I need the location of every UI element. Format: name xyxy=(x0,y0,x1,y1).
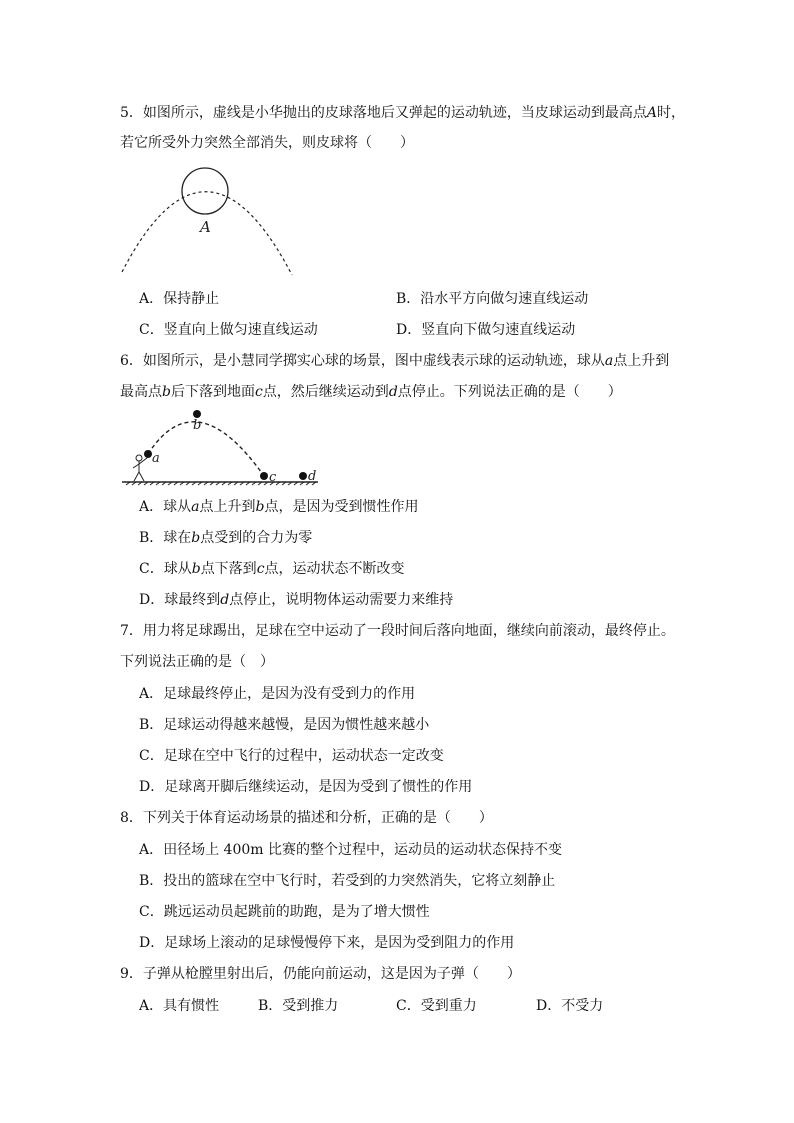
question-7-stem-line1: 7．用力将足球踢出，足球在空中运动了一段时间后落向地面，继续向前滚动，最终停止。 xyxy=(120,623,675,639)
q6-option-d[interactable]: D．球最终到d点停止，说明物体运动需要力来维持 xyxy=(139,592,454,608)
q8-option-b[interactable]: B．投出的篮球在空中飞行时，若受到的力突然消失，它将立刻静止 xyxy=(139,873,556,889)
q9-option-d[interactable]: D．不受力 xyxy=(536,998,604,1014)
q7-option-c[interactable]: C．足球在空中飞行的过程中，运动状态一定改变 xyxy=(139,748,444,764)
thrower-figure xyxy=(133,455,147,481)
ball-trajectory-figure xyxy=(110,160,310,280)
q8-option-d[interactable]: D．足球场上滚动的足球慢慢停下来，是因为受到阻力的作用 xyxy=(139,935,515,951)
q5-option-d[interactable]: D．竖直向下做匀速直线运动 xyxy=(396,322,576,338)
q5-option-a[interactable]: A．保持静止 xyxy=(139,291,220,307)
question-5-stem-line2: 若它所受外力突然全部消失，则皮球将（ ） xyxy=(120,135,414,151)
q8-option-c[interactable]: C．跳远运动员起跳前的助跑，是为了增大惯性 xyxy=(139,904,430,920)
q7-option-d[interactable]: D．足球离开脚后继续运动，是因为受到了惯性的作用 xyxy=(139,779,473,795)
q6-option-b[interactable]: B．球在b点受到的合力为零 xyxy=(139,530,313,546)
q6-option-c[interactable]: C．球从b点下落到c点，运动状态不断改变 xyxy=(139,561,405,577)
q7-option-a[interactable]: A．足球最终停止，是因为没有受到力的作用 xyxy=(139,686,416,702)
q9-option-c[interactable]: C．受到重力 xyxy=(396,998,477,1014)
point-d-label: d xyxy=(308,469,317,484)
q9-option-b[interactable]: B．受到推力 xyxy=(258,998,339,1014)
q9-option-a[interactable]: A．具有惯性 xyxy=(139,998,220,1014)
point-c-label: c xyxy=(269,470,277,485)
question-5-stem-line1: 5．如图所示，虚线是小华抛出的皮球落地后又弹起的运动轨迹，当皮球运动到最高点A时， xyxy=(120,105,686,121)
q7-option-b[interactable]: B．足球运动得越来越慢，是因为惯性越来越小 xyxy=(139,717,430,733)
question-6-stem-line1: 6．如图所示，是小慧同学掷实心球的场景，图中虚线表示球的运动轨迹，球从a点上升到 xyxy=(120,353,670,369)
shot-put-figure xyxy=(118,406,328,486)
question-7-stem-line2: 下列说法正确的是（ ） xyxy=(120,654,274,670)
q8-option-a[interactable]: A．田径场上 400m 比赛的整个过程中，运动员的运动状态保持不变 xyxy=(139,842,563,858)
question-9-stem: 9．子弹从枪膛里射出后，仍能向前运动，这是因为子弹（ ） xyxy=(120,966,521,982)
q5-option-b[interactable]: B．沿水平方向做匀速直线运动 xyxy=(396,291,589,307)
q6-option-a[interactable]: A．球从a点上升到b点，是因为受到惯性作用 xyxy=(139,499,419,515)
question-8-stem: 8．下列关于体育运动场景的描述和分析，正确的是（ ） xyxy=(120,810,493,826)
q5-option-c[interactable]: C．竖直向上做匀速直线运动 xyxy=(139,322,318,338)
point-a-label: a xyxy=(152,451,160,466)
point-a-label: A xyxy=(200,218,211,236)
question-6-stem-line2: 最高点b后下落到地面c点，然后继续运动到d点停止。下列说法正确的是（ ） xyxy=(120,384,622,400)
point-b-label: b xyxy=(193,418,202,433)
